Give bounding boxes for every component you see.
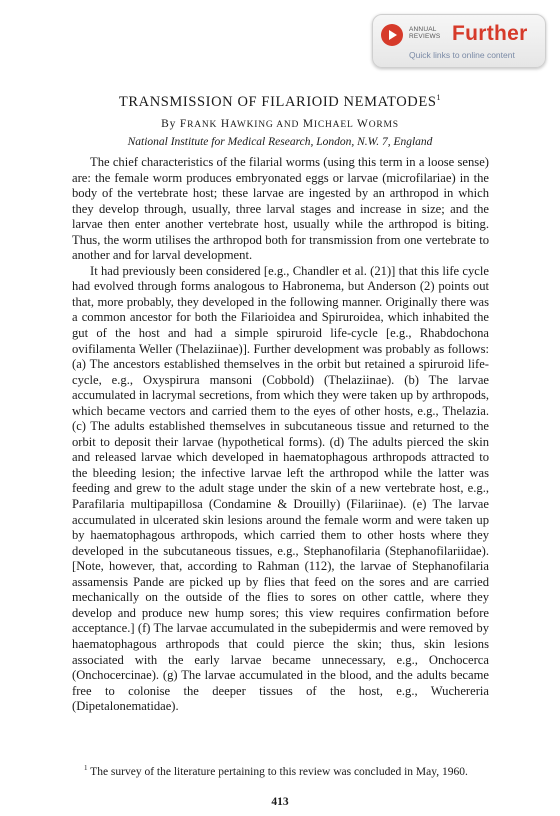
logo-annual-text: ANNUAL — [409, 26, 437, 33]
article-title — [0, 93, 560, 111]
paragraph-2: It had previously been considered [e.g., Chandler et al. (21)] that this life cycle had evolved through forms analogous to Habronema, but Anderson (2) points out that, more probably, they developed in the following manner. Originally there was a common ancestor for both the Filarioidea and Spiruroidea, which inhabited the gut of the host and had a simple spiruroid life-cycle [e.g., Rhabdochona ovifilamenta Weller (Thelaziinae)]. Further development was probably as follows: (a) The ancestors established themselves in the orbit but retained a spiruroid life-cycle, e.g., Oxyspirura mansoni (Cobbold) (Thelaziinae). (b) The larvae accumulated in lacrymal secretions, from which they were taken up by arthropods, which became vectors and carried them to the eyes of other hosts, e.g., Thelazia. (c) The adults established themselves in subcutaneous tissue and returned to the orbit to deposit their larvae (hypothetical forms). (d) The adults pierced the skin and released larvae which developed in haematophagous arthropods attracted to the bleeding lesion; the infective larvae left the arthropod while the latter was feeding and grew to the adult stage under the skin of a new vertebrate host, e.g., Parafilaria multipapillosa (Condamine & Drouilly) (Filariinae). (e) The larvae accumulated in ulcerated skin lesions around the female worm and were taken up by haematophagous arthropods, which carried them to other hosts where they developed in the subcutaneous tissues, e.g., Stephanofilaria (Stephanofilariidae). [Note, however, that, according to Rahman (112), the larvae of Stephanofilaria assamensis Pande are picked up by flies that feed on the sores and are carried mechanically on the outside of the flies to sores on other cattle, where they develop and produce new hump sores; this view requires confirmation before acceptance.] (f) The larvae accumulated in the subepidermis and were removed by haematophagous arthropods that could pierce the skin; thus, skin lesions associated with the early larvae became unnecessary, e.g., Onchocerca (Onchocercinae). (g) The larvae accumulated in the blood, and the adults became free to colonise the deeper tissues of the host, e.g., Wuchereria (Dipetalonematidae). — [72, 263, 489, 714]
affiliation: National Institute for Medical Research, London, N.W. 7, England — [127, 136, 433, 148]
paragraph-1: The chief characteristics of the filarial worms (using this term in a loose sense) are: the female worm produces embryonated eggs or larvae (microfilariae) in the body of the vertebrate host; these larvae are ingested by an arthropod in which they develop through, usually, three larval stages and increase in size; and the larvae then enter another vertebrate host, usually while the arthropod is biting. Thus, the worm utilises the arthropod both for transmission from one vertebrate to another and for larval development. — [72, 155, 489, 263]
further-badge-link[interactable] — [372, 14, 546, 68]
annual-reviews-logo — [409, 26, 440, 40]
title-footnote-mark: 1 — [436, 93, 442, 102]
further-label: Further — [452, 22, 528, 45]
play-arrow-icon — [381, 24, 403, 46]
article-body — [72, 155, 489, 715]
title-text: TRANSMISSION OF FILARIOID NEMATODES — [118, 93, 437, 110]
page-number: 413 — [271, 796, 289, 808]
author-line: By FRANK HAWKING AND MICHAEL WORMS — [161, 118, 399, 130]
footnote-mark: 1 — [84, 764, 88, 772]
footnote-text: The survey of the literature pertaining to this review was concluded in May, 1960. — [90, 765, 468, 778]
further-subtitle: Quick links to online content — [409, 50, 515, 60]
footnote — [72, 761, 489, 779]
logo-reviews-text: REVIEWS — [409, 33, 441, 40]
